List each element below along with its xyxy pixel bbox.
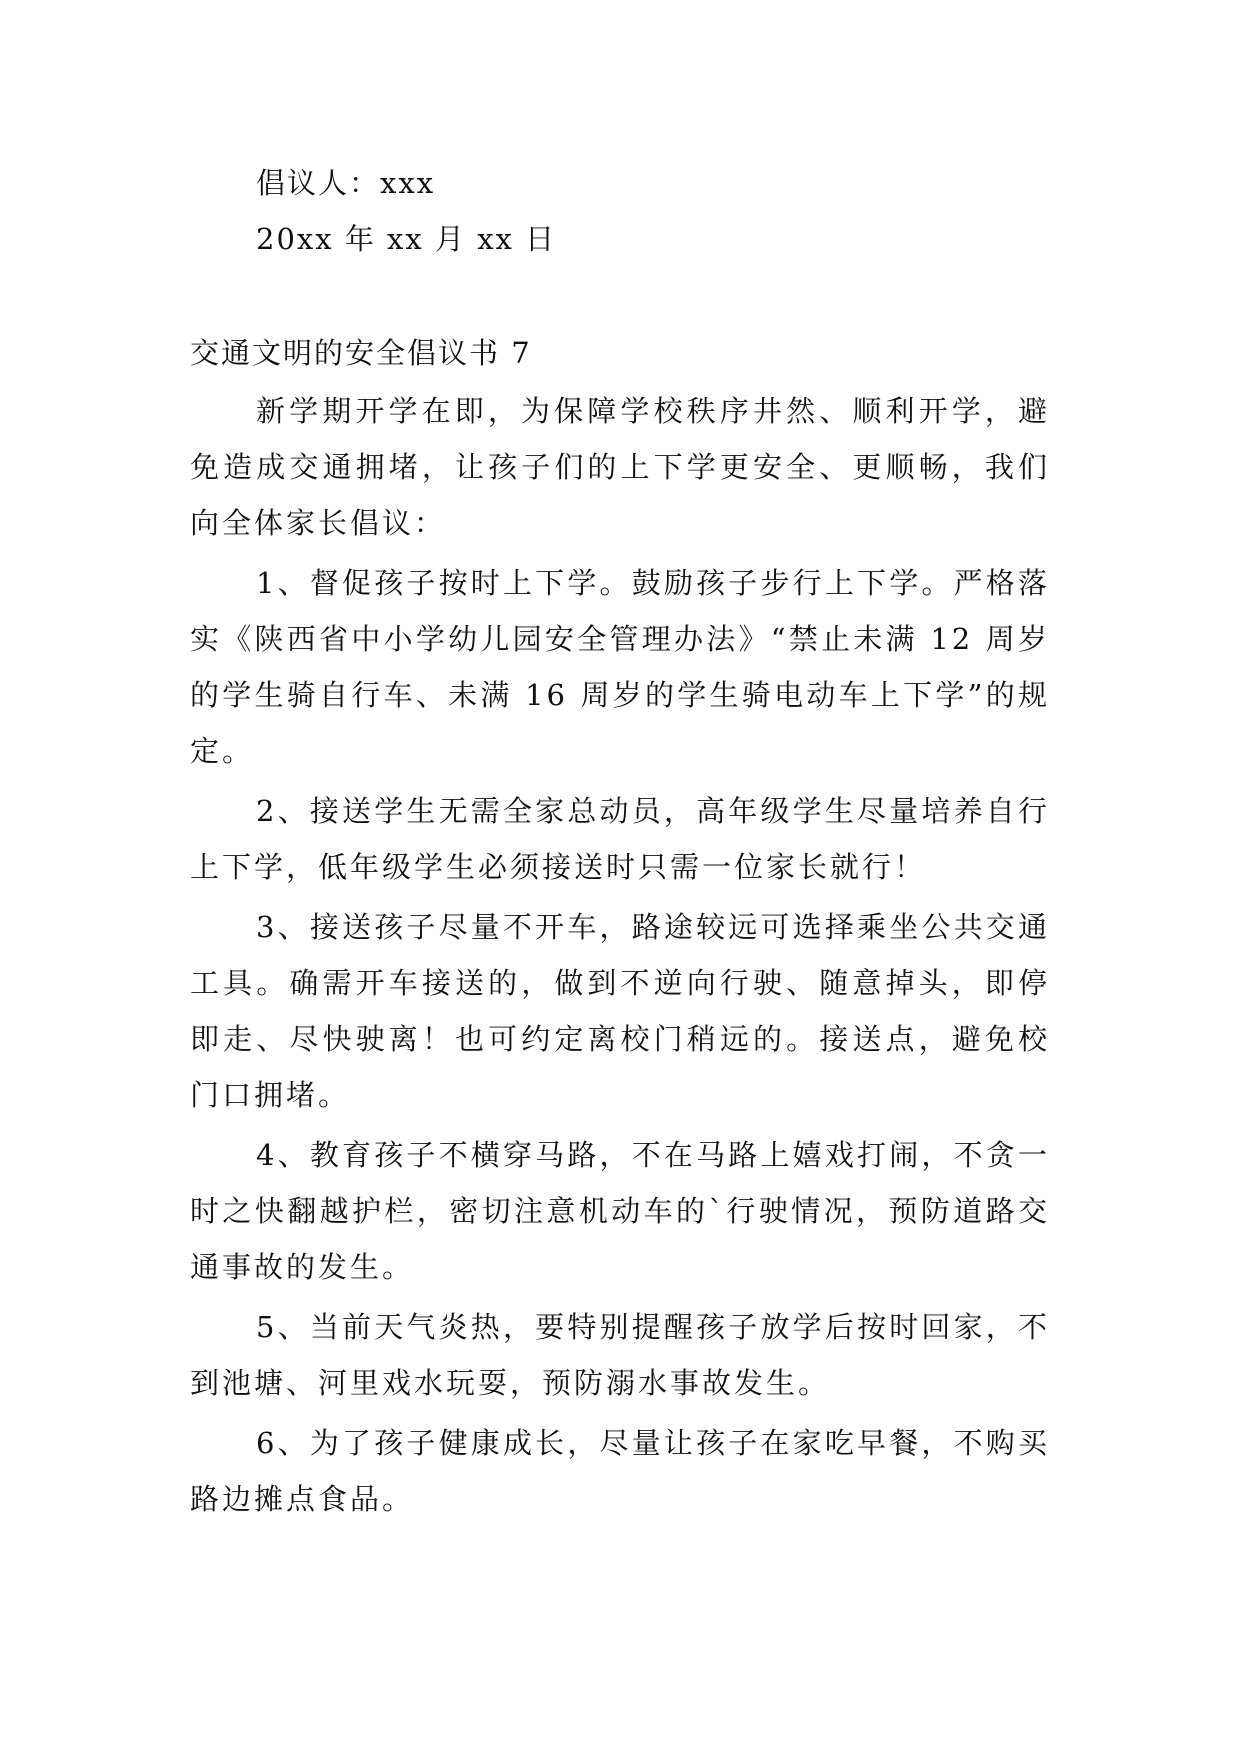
signature-block xyxy=(190,155,1050,267)
item-paragraph-6: 6、为了孩子健康成长，尽量让孩子在家吃早餐，不购买路边摊点食品。 xyxy=(190,1426,1050,1516)
item-paragraph-4: 4、教育孩子不横穿马路，不在马路上嬉戏打闹，不贪一时之快翻越护栏，密切注意机动车的`行驶情况，预防道路交通事故的发生。 xyxy=(190,1138,1050,1284)
item-paragraph-5: 5、当前天气炎热，要特别提醒孩子放学后按时回家，不到池塘、河里戏水玩耍，预防溺水事故发生。 xyxy=(190,1310,1050,1400)
date-line: 20xx 年 xx 月 xx 日 xyxy=(256,222,557,256)
item-paragraph-2: 2、接送学生无需全家总动员，高年级学生尽量培养自行上下学，低年级学生必须接送时只需一位家长就行！ xyxy=(190,794,1050,884)
item-paragraph-1: 1、督促孩子按时上下学。鼓励孩子步行上下学。严格落实《陕西省中小学幼儿园安全管理办法》“禁止未满 12 周岁的学生骑自行车、未满 16 周岁的学生骑电动车上下学”的规定。 xyxy=(190,566,1050,768)
proposer-line: 倡议人：xxx xyxy=(256,166,436,200)
item-paragraph-3: 3、接送孩子尽量不开车，路途较远可选择乘坐公共交通工具。确需开车接送的，做到不逆向行驶、随意掉头，即停即走、尽快驶离！也可约定离校门稍远的。接送点，避免校门口拥堵。 xyxy=(190,910,1050,1112)
intro-paragraph: 新学期开学在即，为保障学校秩序井然、顺利开学，避免造成交通拥堵，让孩子们的上下学更安全、更顺畅，我们向全体家长倡议： xyxy=(190,394,1050,540)
document-body xyxy=(190,155,1050,1531)
section-title: 交通文明的安全倡议书 7 xyxy=(190,336,532,370)
